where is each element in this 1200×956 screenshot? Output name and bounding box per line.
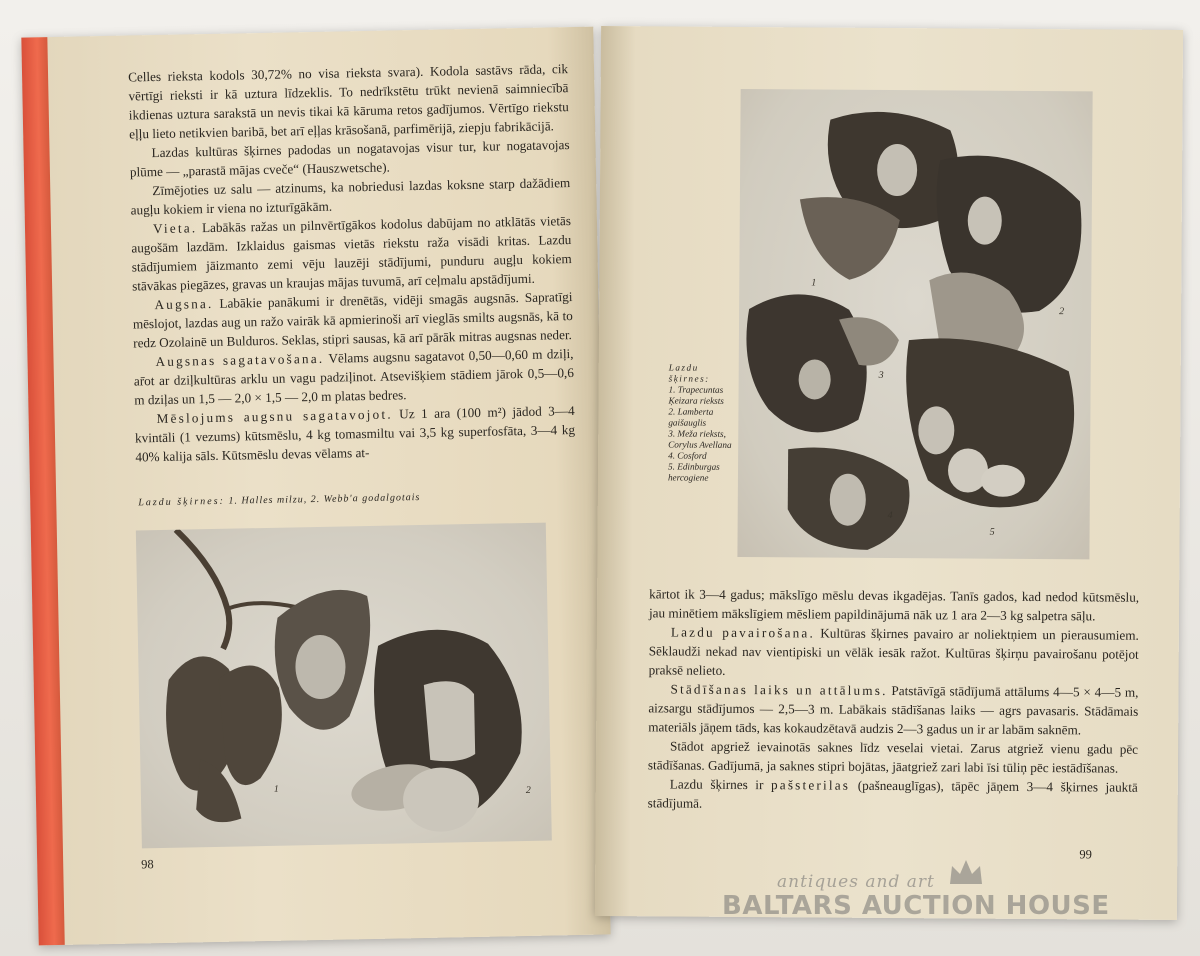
section-heading: Vieta. — [152, 220, 198, 237]
plate-label: 1 — [811, 277, 817, 289]
paragraph: Celles rieksta kodols 30,72% no visa rieksta svara). Kodola sastāvs rāda, cik vērtīgi rieksti ir kā uztura līdzeklis. To nedrīkstētu trūkt nevienā saimniecībā ikdienas uztura sarakstā un nevis tikai kā kāruma retos gadījumos. Vērtīgo riekstu eļļu lieto netikvien baribā, bet arī eļļas krāsošanā, parfimērijā, ziepju fabrikācijā. — [127, 61, 569, 142]
plate-label: 4 — [887, 509, 893, 522]
section-text: Lazdu šķirnes ir — [669, 776, 764, 793]
plate-caption — [138, 492, 420, 508]
section-text: Labākās ražas un pilnvērtīgākos kodolus dabūjam no atklātās vietās augošām lazdām. Izklaidus gaismas vietās riekstu raža visādi kritas. Lazdu stādījumiem jāizmanto zemi vēju lauzēji stādījumi, punduru augļu kokiem stāvākas piegāzes, gravas un kraujas mājas tuvumā, arī ceļmalu apstādījumi. — [131, 213, 572, 294]
page-number: 98 — [141, 857, 154, 872]
paragraph — [648, 774, 1138, 815]
plate-label: 2 — [1059, 306, 1065, 318]
section-heading: Lazdu pavairošana. — [670, 624, 816, 641]
section-text: Vēlams augsnu sagatavot 0,50—0,60 m dziļi, ar̄ot ar dziļkultūras arklu un vagu padziļinot. Atsevišķiem stādiem jārok 0,5—0,6 m dziļas un 1,5 — 2,0 × 1,5 — 2,0 m platas bedres. — [133, 346, 575, 408]
paragraph — [134, 401, 575, 466]
auction-house-watermark — [722, 858, 1142, 938]
hazelnut-plate-drawing — [136, 523, 552, 849]
paragraph — [133, 344, 574, 409]
paragraph: Stādot apgriež ievainotās saknes līdz veselai vietai. Zarus atgriež vienu gadu pēc stādīšanas. Gadījumā, ja saknes stipri bojātas, jāatgriež zari labi īsi tūliņ pēc iestādīšanas. — [647, 738, 1139, 776]
caption-items: 1. Halles milzu, 2. Webb'a godalgotais — [228, 491, 421, 507]
legend-items: 1. Trapecuntas Ķeizara rieksts 2. Lamberta gaišauglis 3. Meža rieksts, Corylus Avellana 4. Cosford 5. Edinburgas hercogiene — [667, 384, 732, 483]
hazelnut-varieties-drawing — [737, 89, 1092, 559]
legend-heading: Lazdu šķirnes: — [668, 362, 710, 384]
left-page — [21, 27, 610, 946]
paragraph: Lazdas kultūras šķirnes padodas un nogatavojas visur tur, kur nogatavojas plūme — „parastā mājas cveče“ (Hauszwetsche). — [129, 137, 570, 180]
section-heading: Stādīšanas laiks un attālums. — [670, 681, 888, 698]
hazelnut-varieties-illustration — [737, 89, 1092, 559]
hazelnut-illustration — [136, 523, 552, 849]
plate-label: 5 — [989, 526, 995, 538]
section-text: Kultūras šķirnes pavairo ar noliektņiem un pierausumiem. Sēklaudži nekad nav vientipiski un vēlāk iesāk ražot. Kultūras šķirņu pavairošanu potējot praksē nelieto. — [648, 625, 1139, 678]
paragraph — [131, 211, 572, 295]
plate-label: 3 — [878, 369, 884, 381]
right-text-block — [648, 584, 1140, 815]
paragraph: Zīmējoties uz salu — atzinums, ka nobriedusi lazdas koksne starp dažādiem augļu kokiem ir viena no izturīgākām. — [130, 175, 571, 218]
paragraph: kārtot ik 3—4 gadus; mākslīgo mēslu devas ikgadējas. Tanīs gados, kad nedod kūtsmēslu, jau minētiem mākslīgiem mēsliem papildinājumā nāk uz 1 ara 2—3 kg salpetra sāļu. — [648, 586, 1140, 624]
paragraph — [648, 679, 1138, 739]
plate-label: 2 — [525, 784, 531, 797]
section-text: (pašneauglīgas), tāpēc jāņem 3—4 šķirnes jauktā stādījumā. — [647, 777, 1138, 811]
caption-label: Lazdu šķirnes: — [138, 495, 226, 509]
section-heading: Augsnas sagatavošana. — [155, 350, 325, 370]
watermark-tagline: antiques and art — [777, 872, 935, 892]
section-text: Uz 1 ara (100 m²) jādod 3—4 kvintāli (1 vezums) kūtsmēslu, 4 kg tomasmiltu vai 3,5 kg superfosfāta, 3—4 kg 40% kalija sāls. Kūtsmēslu devas vēlams at- — [134, 403, 576, 465]
plate-legend — [668, 362, 735, 483]
section-heading: Mēslojums augsnu sagatavojot. — [156, 406, 393, 427]
page-number: 99 — [1079, 847, 1092, 862]
right-page — [595, 26, 1183, 920]
paragraph — [649, 622, 1139, 682]
left-text-block — [128, 59, 576, 466]
emphasized-term: pašsterilas — [770, 777, 851, 793]
section-heading: Augsna. — [154, 295, 214, 313]
section-text: Labākie panākumi ir drenētās, vidēji smagās augsnās. Sapratīgi mēslojot, lazdas aug un ražo vairāk kā apmierinoši arī vieglās smilts augsnās, kā to redz Ozolainē un Bulduros. Seklas, stipri sausas, kā arī pārāk mitras augsnas neder. — [132, 289, 573, 351]
crown-icon — [948, 858, 984, 886]
paragraph — [132, 287, 573, 352]
watermark-name: BALTARS AUCTION HOUSE — [722, 891, 1110, 921]
section-text: Patstāvīgā stādījumā attālums 4—5 × 4—5 m, aizsargu stādījumos — 2,5—3 m. Labākais stādīšanas laiks — agrs pavasaris. Stādāmais materiāls jāņem tāds, kas kokaudzētavā audzis 2—3 gadus un ir ar labām saknēm. — [648, 683, 1139, 738]
plate-label: 1 — [273, 783, 279, 795]
